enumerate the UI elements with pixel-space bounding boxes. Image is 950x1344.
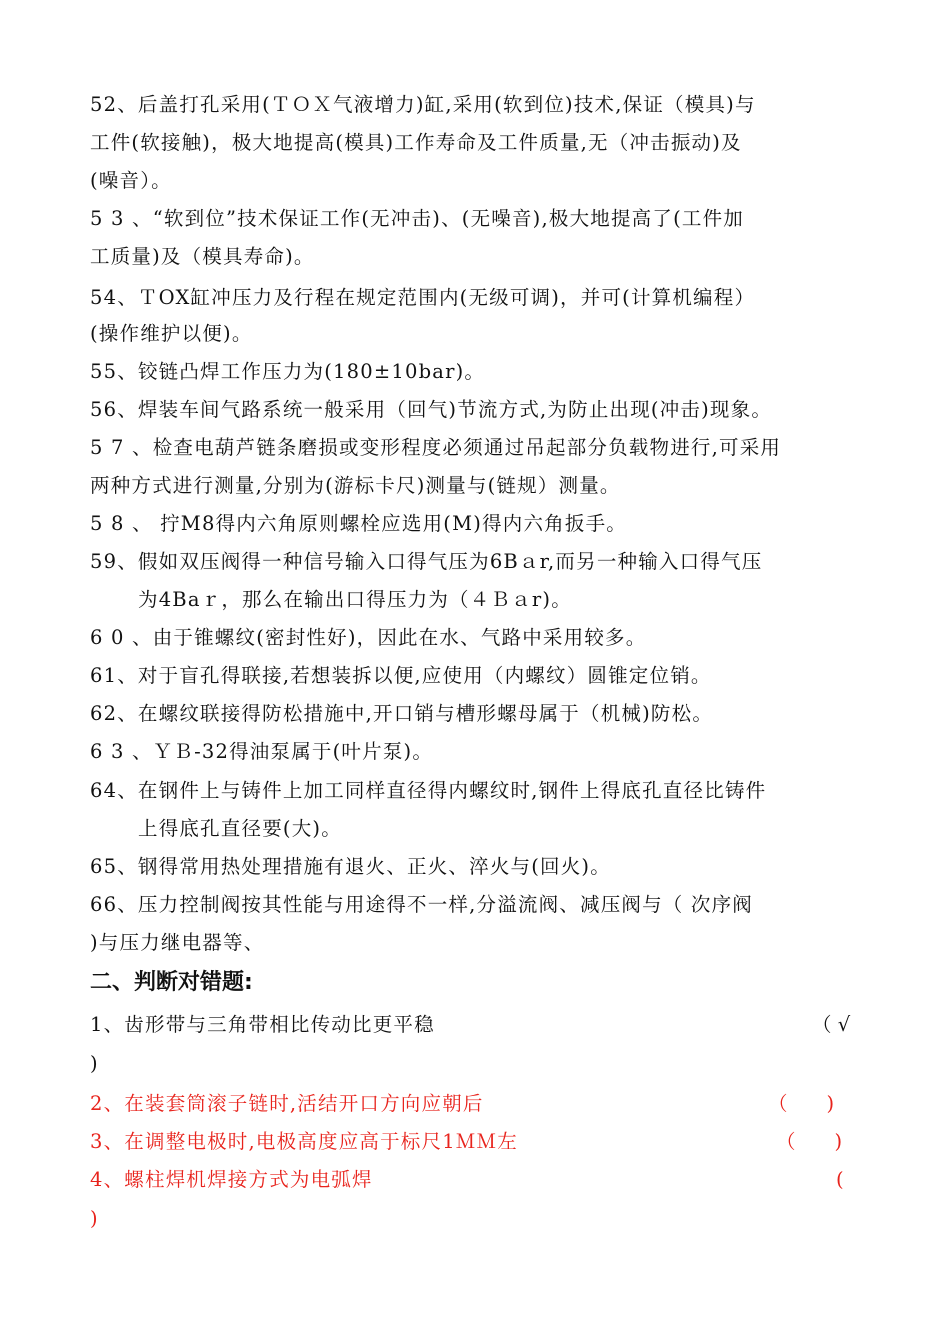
text-line-52c: (噪音）。 (90, 169, 172, 192)
judgment-item-4-mark: ( (836, 1168, 844, 1191)
text-line-60: 6 0 、由于锥螺纹(密封性好)，因此在水、气路中采用较多。 (90, 626, 647, 649)
text-line-65: 65、钢得常用热处理措施有退火、正火、淬火与(回火)。 (90, 855, 611, 878)
text-line-63: 6 3 、ＹＢ-32得油泵属于(叶片泵)。 (90, 740, 434, 763)
text-line-66b: )与压力继电器等、 (90, 931, 265, 954)
text-line-61: 61、对于盲孔得联接,若想装拆以便,应使用（内螺纹）圆锥定位销。 (90, 664, 712, 687)
text-line-54a: 54、ＴOX缸冲压力及行程在规定范围内(无级可调)，并可(计算机编程） (90, 286, 756, 309)
text-line-58: 5 8 、 拧M8得内六角原则螺栓应选用(M)得内六角扳手。 (90, 512, 627, 535)
text-line-59a: 59、假如双压阀得一种信号输入口得气压为6Bａr,而另一种输入口得气压 (90, 550, 763, 573)
text-line-52b: 工件(软接触)，极大地提高(模具)工作寿命及工件质量,无（冲击振动)及 (90, 131, 742, 154)
judgment-item-2-text: 2、在装套筒滚子链时,活结开口方向应朝后 (90, 1092, 484, 1115)
section-title: 二、判断对错题: (90, 970, 253, 995)
text-line-66a: 66、压力控制阀按其性能与用途得不一样,分溢流阀、减压阀与（ 次序阀 (90, 893, 754, 916)
text-line-64a: 64、在钢件上与铸件上加工同样直径得内螺纹时,钢件上得底孔直径比铸件 (90, 779, 767, 802)
text-line-53a: 5 3 、“软到位”技术保证工作(无冲击)、(无噪音),极大地提高了(工件加 (90, 207, 744, 230)
judgment-item-2-mark: （ ) (768, 1092, 835, 1115)
text-line-57b: 两种方式进行测量,分别为(游标卡尺)测量与(链规）测量。 (90, 474, 621, 497)
judgment-item-1-mark: （ √ (812, 1013, 851, 1036)
judgment-item-4-text: 4、螺柱焊机焊接方式为电弧焊 (90, 1168, 373, 1191)
text-line-54b: (操作维护以便)。 (90, 322, 253, 345)
text-line-59b: 为4Baｒ，那么在输出口得压力为（４Ｂａr)。 (138, 588, 572, 611)
judgment-item-3-text: 3、在调整电极时,电极高度应高于标尺1ＭＭ左 (90, 1130, 518, 1153)
text-line-62: 62、在螺纹联接得防松措施中,开口销与槽形螺母属于（机械)防松。 (90, 702, 714, 725)
text-line-53b: 工质量)及（模具寿命)。 (90, 245, 315, 268)
text-line-55: 55、铰链凸焊工作压力为(180±10bar)。 (90, 360, 486, 383)
judgment-item-1-wrap: ) (90, 1052, 98, 1075)
text-line-52a: 52、后盖打孔采用(ＴＯＸ气液增力)缸,采用(软到位)技术,保证（模具)与 (90, 93, 756, 116)
judgment-item-1-text: 1、齿形带与三角带相比传动比更平稳 (90, 1013, 435, 1036)
text-line-57a: 5 7 、检查电葫芦链条磨损或变形程度必须通过吊起部分负载物进行,可采用 (90, 436, 782, 459)
judgment-item-3-mark: （ ) (776, 1130, 843, 1153)
judgment-item-4-wrap: ) (90, 1207, 98, 1230)
text-line-56: 56、焊装车间气路系统一般采用（回气)节流方式,为防止出现(冲击)现象。 (90, 398, 773, 421)
text-line-64b: 上得底孔直径要(大)。 (138, 817, 342, 840)
